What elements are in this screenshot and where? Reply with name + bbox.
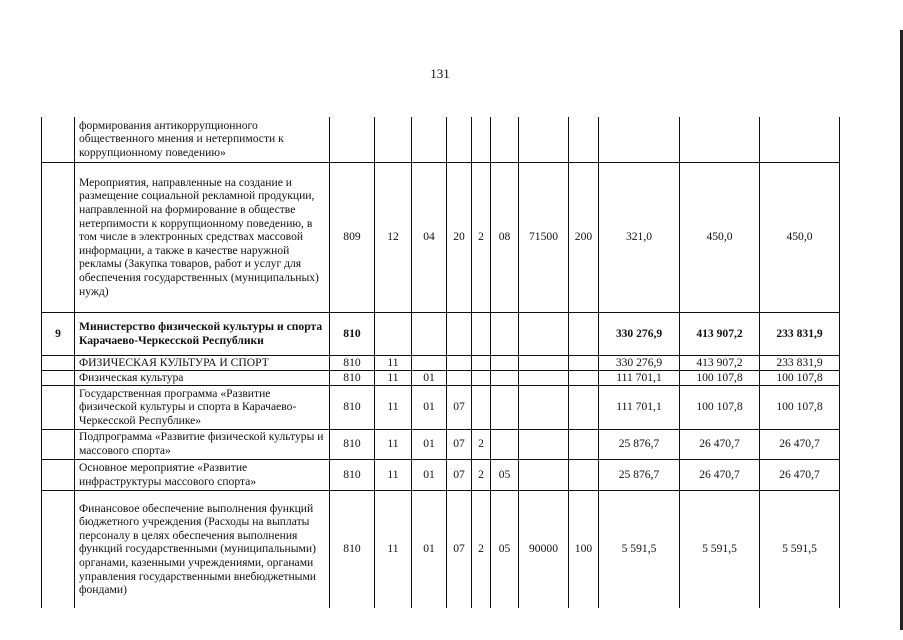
program-code-cell: [447, 312, 472, 355]
subprogram-code-cell: [472, 312, 491, 355]
section-code-cell: 11: [375, 490, 412, 608]
amount-year-3-cell: 26 470,7: [760, 429, 840, 459]
table-row: [42, 117, 840, 162]
program-code-cell: [447, 370, 472, 385]
row-number-cell: [42, 355, 75, 370]
item-name-cell: Мероприятия, направленные на создание и размещение социальной рекламной продукции, направленной на формирование в обществе нетерпимости к коррупционному поведению, в том числе в электронных средствах массовой информации, а также в качестве наружной рекламы (Закупка товаров, работ и услуг для обеспечения государственных (муниципальных) нужд): [75, 162, 330, 312]
program-code-cell: 07: [447, 429, 472, 459]
amount-year-3-cell: 5 591,5: [760, 490, 840, 608]
subsection-code-cell: 01: [412, 385, 447, 429]
program-code-cell: [447, 117, 472, 162]
event-code-cell: 05: [491, 490, 519, 608]
direction-code-cell: [519, 312, 569, 355]
amount-year-1-cell: 330 276,9: [599, 355, 680, 370]
expense-type-cell: [569, 429, 599, 459]
expense-type-cell: [569, 370, 599, 385]
ministry-code-cell: 810: [330, 312, 375, 355]
program-code-cell: 07: [447, 459, 472, 490]
amount-year-2-cell: 413 907,2: [680, 355, 760, 370]
amount-year-2-cell: 26 470,7: [680, 459, 760, 490]
row-number-cell: [42, 459, 75, 490]
expense-type-cell: [569, 355, 599, 370]
item-name-cell: Физическая культура: [75, 370, 330, 385]
amount-year-2-cell: 450,0: [680, 162, 760, 312]
table-row: [42, 429, 840, 459]
item-name-cell: Государственная программа «Развитие физической культуры и спорта в Карачаево-Черкесской Республике»: [75, 385, 330, 429]
amount-year-1-cell: 330 276,9: [599, 312, 680, 355]
event-code-cell: [491, 370, 519, 385]
row-number-cell: [42, 117, 75, 162]
direction-code-cell: [519, 370, 569, 385]
row-number-cell: [42, 370, 75, 385]
amount-year-3-cell: 100 107,8: [760, 385, 840, 429]
row-number-cell: [42, 385, 75, 429]
program-code-cell: 20: [447, 162, 472, 312]
section-code-cell: 11: [375, 385, 412, 429]
subprogram-code-cell: [472, 355, 491, 370]
amount-year-2-cell: [680, 117, 760, 162]
subsection-code-cell: 01: [412, 429, 447, 459]
subsection-code-cell: [412, 355, 447, 370]
subprogram-code-cell: [472, 385, 491, 429]
table-row: [42, 312, 840, 355]
expense-type-cell: [569, 312, 599, 355]
amount-year-1-cell: 111 701,1: [599, 370, 680, 385]
row-number-cell: 9: [42, 312, 75, 355]
amount-year-2-cell: 26 470,7: [680, 429, 760, 459]
item-name-cell: Министерство физической культуры и спорта Карачаево-Черкесской Республики: [75, 312, 330, 355]
ministry-code-cell: 810: [330, 355, 375, 370]
amount-year-1-cell: 25 876,7: [599, 459, 680, 490]
subsection-code-cell: [412, 117, 447, 162]
amount-year-2-cell: 100 107,8: [680, 370, 760, 385]
page-number: 131: [430, 66, 450, 81]
expense-type-cell: 100: [569, 490, 599, 608]
row-number-cell: [42, 162, 75, 312]
table-row: [42, 459, 840, 490]
table-row: [42, 162, 840, 312]
ministry-code-cell: 809: [330, 162, 375, 312]
event-code-cell: [491, 312, 519, 355]
amount-year-1-cell: 111 701,1: [599, 385, 680, 429]
amount-year-2-cell: 100 107,8: [680, 385, 760, 429]
section-code-cell: 11: [375, 355, 412, 370]
table-row: [42, 355, 840, 370]
amount-year-2-cell: 5 591,5: [680, 490, 760, 608]
direction-code-cell: [519, 355, 569, 370]
expense-type-cell: [569, 459, 599, 490]
event-code-cell: [491, 355, 519, 370]
section-code-cell: [375, 312, 412, 355]
subprogram-code-cell: 2: [472, 490, 491, 608]
subprogram-code-cell: 2: [472, 429, 491, 459]
ministry-code-cell: 810: [330, 370, 375, 385]
amount-year-1-cell: 25 876,7: [599, 429, 680, 459]
ministry-code-cell: 810: [330, 459, 375, 490]
amount-year-1-cell: 321,0: [599, 162, 680, 312]
event-code-cell: 08: [491, 162, 519, 312]
row-number-cell: [42, 490, 75, 608]
subprogram-code-cell: 2: [472, 459, 491, 490]
ministry-code-cell: 810: [330, 490, 375, 608]
expense-type-cell: 200: [569, 162, 599, 312]
direction-code-cell: [519, 459, 569, 490]
budget-table: [41, 117, 840, 608]
item-name-cell: Подпрограмма «Развитие физической культуры и массового спорта»: [75, 429, 330, 459]
program-code-cell: [447, 355, 472, 370]
subprogram-code-cell: 2: [472, 162, 491, 312]
amount-year-3-cell: [760, 117, 840, 162]
ministry-code-cell: 810: [330, 385, 375, 429]
amount-year-3-cell: 100 107,8: [760, 370, 840, 385]
table-row: [42, 370, 840, 385]
event-code-cell: [491, 117, 519, 162]
event-code-cell: [491, 429, 519, 459]
expense-type-cell: [569, 385, 599, 429]
subsection-code-cell: 01: [412, 370, 447, 385]
table-body: [42, 117, 840, 608]
direction-code-cell: 90000: [519, 490, 569, 608]
direction-code-cell: [519, 429, 569, 459]
amount-year-3-cell: 26 470,7: [760, 459, 840, 490]
subprogram-code-cell: [472, 117, 491, 162]
ministry-code-cell: [330, 117, 375, 162]
amount-year-3-cell: 233 831,9: [760, 355, 840, 370]
event-code-cell: 05: [491, 459, 519, 490]
subsection-code-cell: [412, 312, 447, 355]
item-name-cell: Финансовое обеспечение выполнения функций бюджетного учреждения (Расходы на выплаты персоналу в целях обеспечения выполнения функций государственными (муниципальными) органами, казенными учреждениями, органами управления государственными внебюджетными фондами): [75, 490, 330, 608]
amount-year-2-cell: 413 907,2: [680, 312, 760, 355]
row-number-cell: [42, 429, 75, 459]
amount-year-1-cell: [599, 117, 680, 162]
subsection-code-cell: 04: [412, 162, 447, 312]
item-name-cell: Основное мероприятие «Развитие инфраструктуры массового спорта»: [75, 459, 330, 490]
section-code-cell: 11: [375, 459, 412, 490]
amount-year-3-cell: 450,0: [760, 162, 840, 312]
section-code-cell: 11: [375, 370, 412, 385]
direction-code-cell: 71500: [519, 162, 569, 312]
direction-code-cell: [519, 117, 569, 162]
program-code-cell: 07: [447, 490, 472, 608]
item-name-cell: ФИЗИЧЕСКАЯ КУЛЬТУРА И СПОРТ: [75, 355, 330, 370]
direction-code-cell: [519, 385, 569, 429]
subsection-code-cell: 01: [412, 459, 447, 490]
ministry-code-cell: 810: [330, 429, 375, 459]
subprogram-code-cell: [472, 370, 491, 385]
item-name-cell: формирования антикоррупционного общественного мнения и нетерпимости к коррупционному поведению»: [75, 117, 330, 162]
expense-type-cell: [569, 117, 599, 162]
section-code-cell: [375, 117, 412, 162]
event-code-cell: [491, 385, 519, 429]
subsection-code-cell: 01: [412, 490, 447, 608]
section-code-cell: 11: [375, 429, 412, 459]
section-code-cell: 12: [375, 162, 412, 312]
table-row: [42, 385, 840, 429]
program-code-cell: 07: [447, 385, 472, 429]
amount-year-1-cell: 5 591,5: [599, 490, 680, 608]
table-row: [42, 490, 840, 608]
amount-year-3-cell: 233 831,9: [760, 312, 840, 355]
